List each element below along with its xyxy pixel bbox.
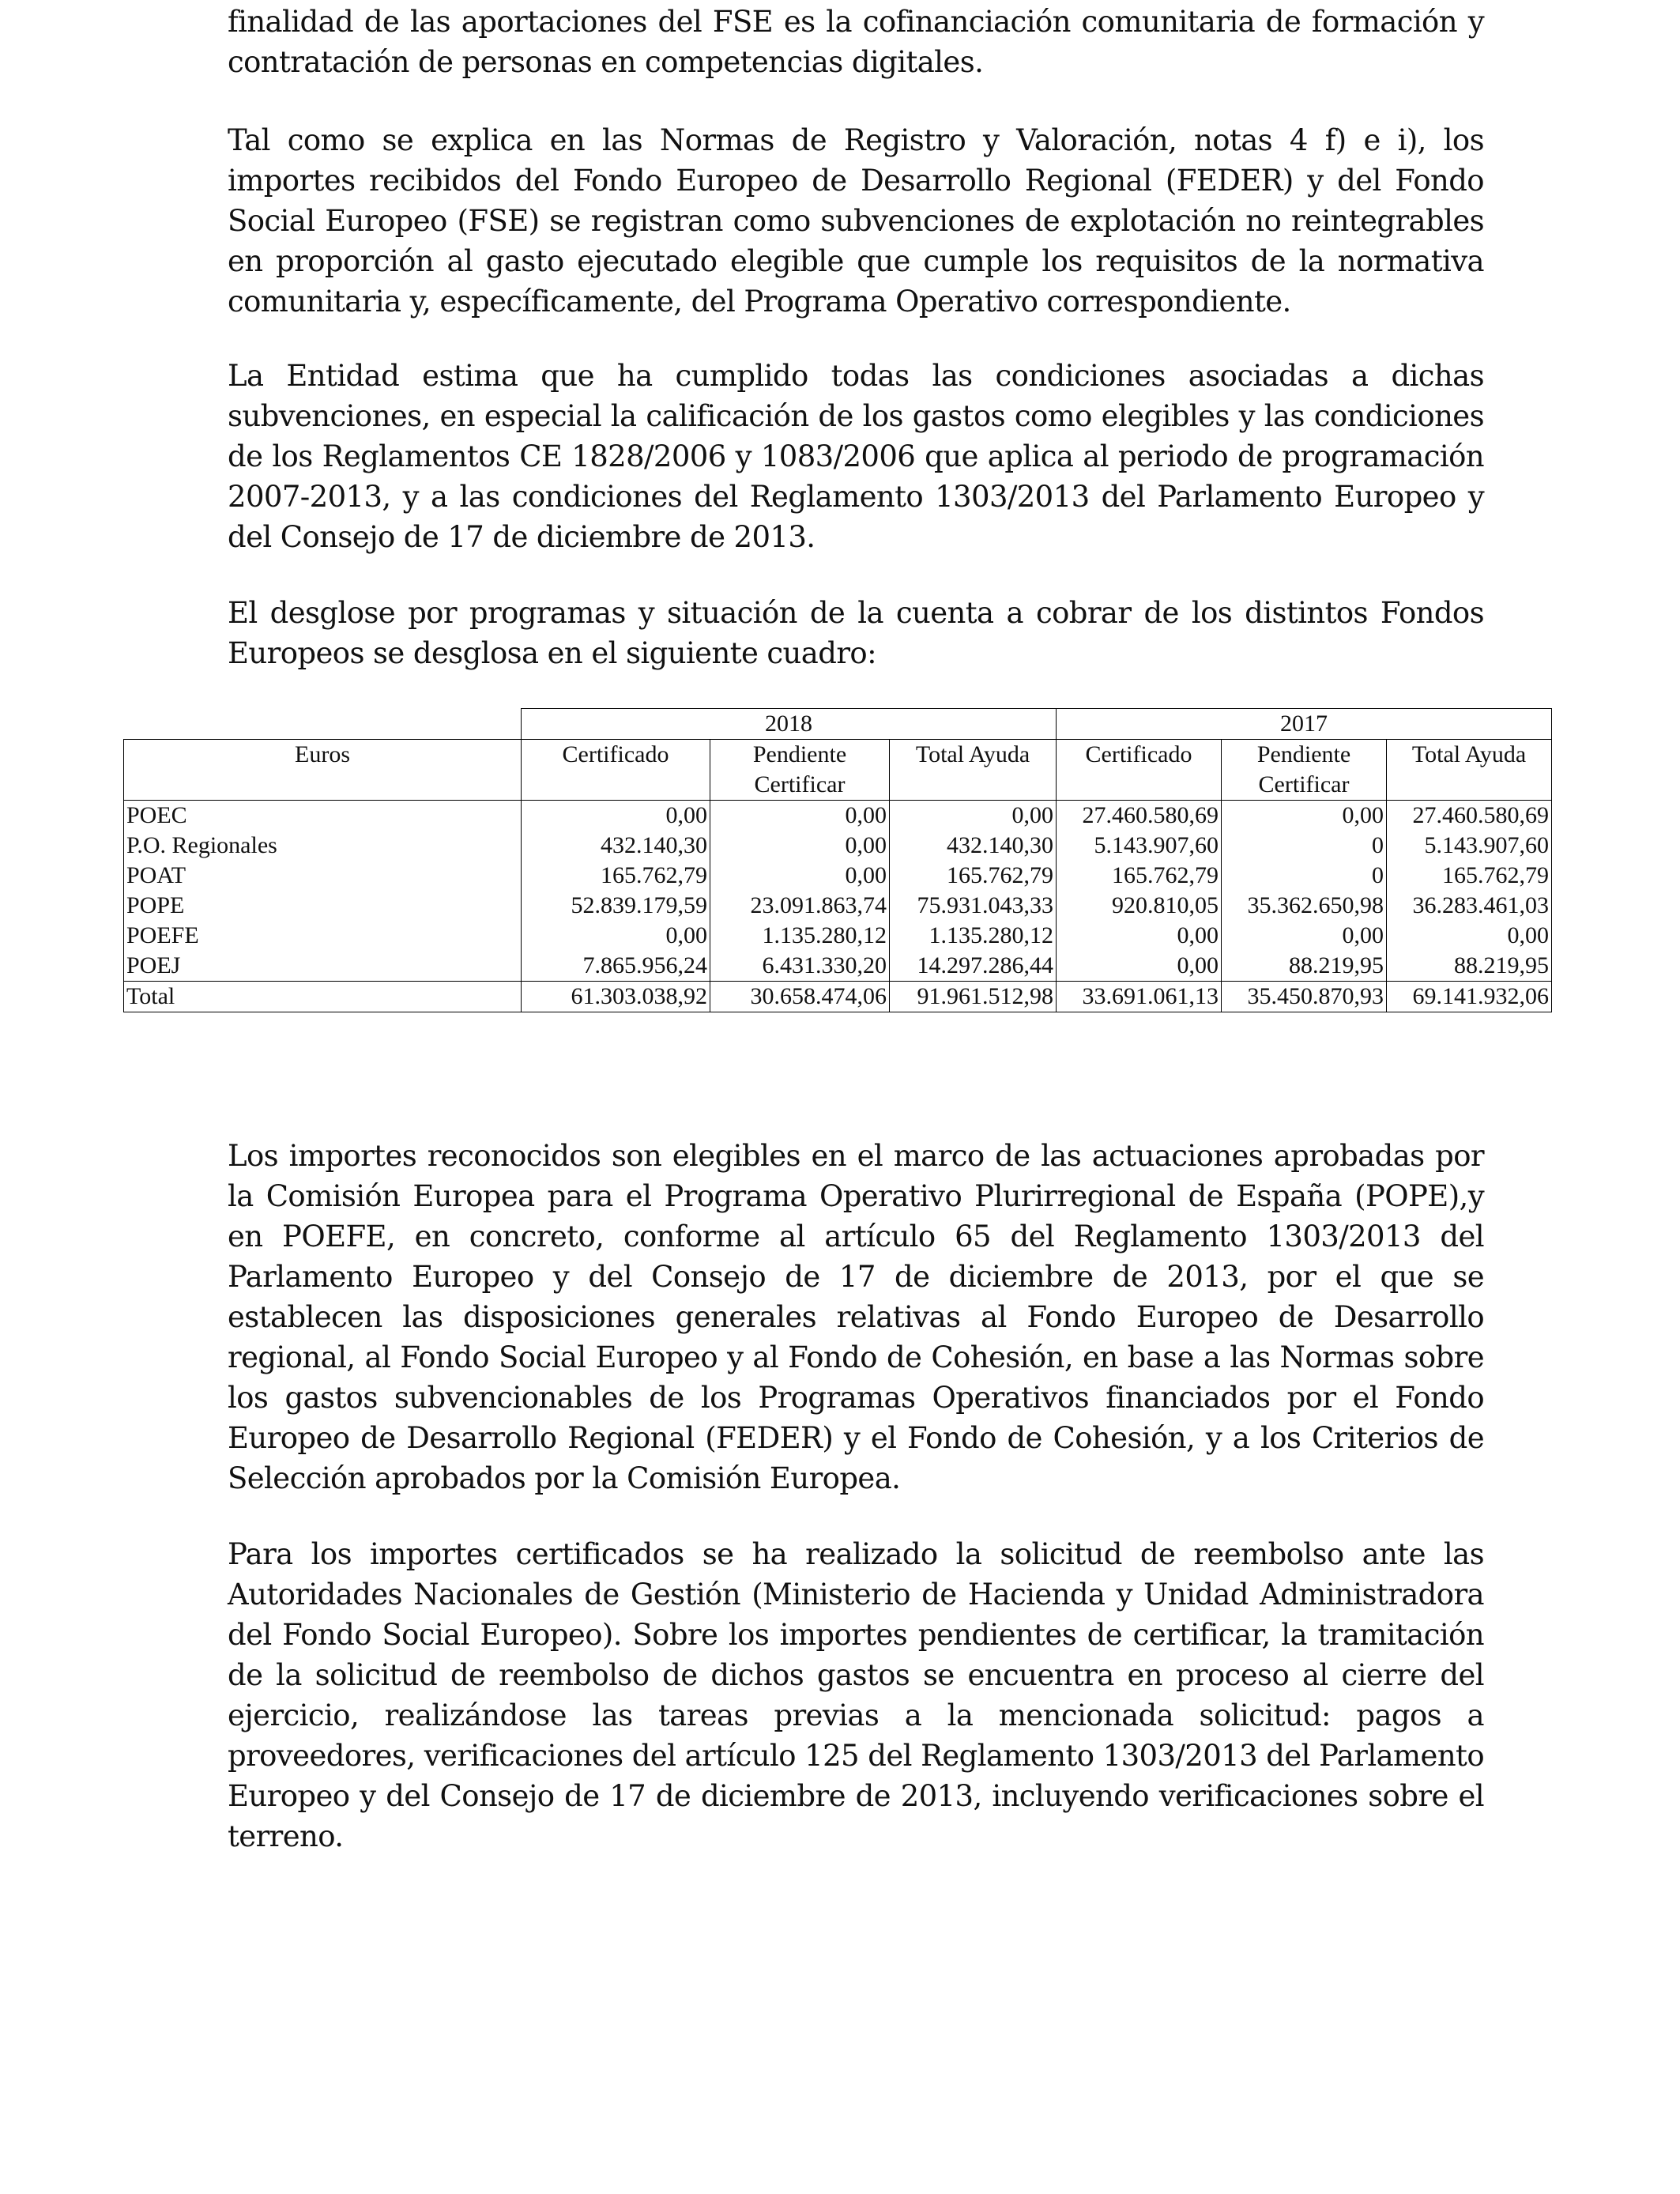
paragraph-table-intro: El desglose por programas y situación de la cuenta a cobrar de los distintos Fondos Europeos se desglosa en el siguiente cuadro: — [228, 596, 1484, 670]
row-label: POEJ — [124, 951, 522, 982]
cell-pendiente-2017: 0,00 — [1222, 801, 1387, 831]
cell-certificado-2018: 7.865.956,24 — [522, 951, 710, 982]
header-certificado-2017: Certificado — [1057, 740, 1222, 801]
header-pendiente-label: Pendiente — [1256, 741, 1351, 767]
header-pendiente-2018 — [710, 740, 890, 801]
table-row — [124, 921, 1552, 951]
cell-total-2018: 165.762,79 — [890, 861, 1057, 891]
header-total-ayuda-2018: Total Ayuda — [890, 740, 1057, 801]
paragraph-conditions: La Entidad estima que ha cumplido todas las condiciones asociadas a dichas subvenciones, en especial la calificación de los gastos como elegibles y las condiciones de los Reglamentos CE 1828/2006 y 1083/2006 que aplica al periodo de programación 2007-2013, y a las condiciones del Reglamento 1303/2013 del Parlamento Europeo y del Consejo de 17 de diciembre de 2013. — [228, 359, 1484, 554]
table-header-columns — [124, 740, 1552, 801]
cell-certificado-2018: 432.140,30 — [522, 831, 710, 861]
table-row — [124, 951, 1552, 982]
cell-total-2017: 0,00 — [1387, 921, 1552, 951]
cell-total-2017: 88.219,95 — [1387, 951, 1552, 982]
total-ayuda-2017: 69.141.932,06 — [1387, 982, 1552, 1012]
cell-certificado-2018: 0,00 — [522, 801, 710, 831]
cell-certificado-2017: 27.460.580,69 — [1057, 801, 1222, 831]
total-ayuda-2018: 91.961.512,98 — [890, 982, 1057, 1012]
total-certificado-2018: 61.303.038,92 — [522, 982, 710, 1012]
total-label: Total — [124, 982, 522, 1012]
header-year-2018: 2018 — [522, 709, 1057, 740]
cell-pendiente-2018: 6.431.330,20 — [710, 951, 890, 982]
cell-certificado-2017: 5.143.907,60 — [1057, 831, 1222, 861]
paragraph-registration-norms: Tal como se explica en las Normas de Registro y Valoración, notas 4 f) e i), los importes recibidos del Fondo Europeo de Desarrollo Regional (FEDER) y del Fondo Social Europeo (FSE) se registran como subvenciones de explotación no reintegrables en proporción al gasto ejecutado elegible que cumple los requisitos de la normativa comunitaria y, específicamente, del Programa Operativo correspondiente. — [228, 123, 1484, 319]
row-label: POPE — [124, 891, 522, 921]
header-pendiente-label: Pendiente — [752, 741, 847, 767]
cell-pendiente-2017: 0 — [1222, 831, 1387, 861]
cell-certificado-2017: 0,00 — [1057, 951, 1222, 982]
cell-total-2017: 36.283.461,03 — [1387, 891, 1552, 921]
cell-pendiente-2018: 0,00 — [710, 801, 890, 831]
cell-certificado-2018: 0,00 — [522, 921, 710, 951]
header-empty-cell — [124, 709, 522, 740]
total-certificado-2017: 33.691.061,13 — [1057, 982, 1222, 1012]
cell-total-2018: 75.931.043,33 — [890, 891, 1057, 921]
row-label: POEFE — [124, 921, 522, 951]
cell-total-2018: 0,00 — [890, 801, 1057, 831]
table-row — [124, 861, 1552, 891]
header-euros: Euros — [124, 740, 522, 801]
row-label: POAT — [124, 861, 522, 891]
header-year-2017: 2017 — [1057, 709, 1552, 740]
cell-total-2018: 14.297.286,44 — [890, 951, 1057, 982]
table-row — [124, 801, 1552, 831]
european-funds-table — [123, 708, 1552, 1012]
cell-pendiente-2017: 88.219,95 — [1222, 951, 1387, 982]
header-certificar-label: Certificar — [1258, 771, 1350, 797]
row-label: P.O. Regionales — [124, 831, 522, 861]
total-pendiente-2018: 30.658.474,06 — [710, 982, 890, 1012]
row-label: POEC — [124, 801, 522, 831]
table-row — [124, 831, 1552, 861]
cell-total-2017: 27.460.580,69 — [1387, 801, 1552, 831]
table-row — [124, 891, 1552, 921]
table-header-years — [124, 709, 1552, 740]
cell-total-2017: 5.143.907,60 — [1387, 831, 1552, 861]
table-total-row — [124, 982, 1552, 1012]
cell-pendiente-2017: 0,00 — [1222, 921, 1387, 951]
header-certificar-label: Certificar — [754, 771, 846, 797]
cell-pendiente-2018: 0,00 — [710, 831, 890, 861]
cell-pendiente-2017: 35.362.650,98 — [1222, 891, 1387, 921]
cell-pendiente-2017: 0 — [1222, 861, 1387, 891]
total-pendiente-2017: 35.450.870,93 — [1222, 982, 1387, 1012]
cell-total-2017: 165.762,79 — [1387, 861, 1552, 891]
cell-certificado-2017: 920.810,05 — [1057, 891, 1222, 921]
header-pendiente-2017 — [1222, 740, 1387, 801]
cell-pendiente-2018: 1.135.280,12 — [710, 921, 890, 951]
cell-certificado-2017: 0,00 — [1057, 921, 1222, 951]
cell-total-2018: 1.135.280,12 — [890, 921, 1057, 951]
cell-pendiente-2018: 23.091.863,74 — [710, 891, 890, 921]
header-total-ayuda-2017: Total Ayuda — [1387, 740, 1552, 801]
paragraph-eligible-amounts: Los importes reconocidos son elegibles en el marco de las actuaciones aprobadas por la Comisión Europea para el Programa Operativo Plurirregional de España (POPE),y en POEFE, en concreto, conforme al artículo 65 del Reglamento 1303/2013 del Parlamento Europeo y del Consejo de 17 de diciembre de 2013, por el que se establecen las disposiciones generales relativas al Fondo Europeo de Desarrollo regional, al Fondo Social Europeo y al Fondo de Cohesión, en base a las Normas sobre los gastos subvencionables de los Programas Operativos financiados por el Fondo Europeo de Desarrollo Regional (FEDER) y el Fondo de Cohesión, y a los Criterios de Selección aprobados por la Comisión Europea. — [228, 1139, 1484, 1495]
cell-certificado-2017: 165.762,79 — [1057, 861, 1222, 891]
paragraph-fse-purpose: finalidad de las aportaciones del FSE es la cofinanciación comunitaria de formación y contratación de personas en competencias digitales. — [228, 5, 1484, 79]
paragraph-certified-amounts: Para los importes certificados se ha realizado la solicitud de reembolso ante las Autoridades Nacionales de Gestión (Ministerio de Hacienda y Unidad Administradora del Fondo Social Europeo). Sobre los importes pendientes de certificar, la tramitación de la solicitud de reembolso de dichos gastos se encuentra en proceso al cierre del ejercicio, realizándose las tareas previas a la mencionada solicitud: pagos a proveedores, verificaciones del artículo 125 del Reglamento 1303/2013 del Parlamento Europeo y del Consejo de 17 de diciembre de 2013, incluyendo verificaciones sobre el terreno. — [228, 1537, 1484, 1853]
cell-pendiente-2018: 0,00 — [710, 861, 890, 891]
cell-total-2018: 432.140,30 — [890, 831, 1057, 861]
header-certificado-2018: Certificado — [522, 740, 710, 801]
cell-certificado-2018: 52.839.179,59 — [522, 891, 710, 921]
cell-certificado-2018: 165.762,79 — [522, 861, 710, 891]
